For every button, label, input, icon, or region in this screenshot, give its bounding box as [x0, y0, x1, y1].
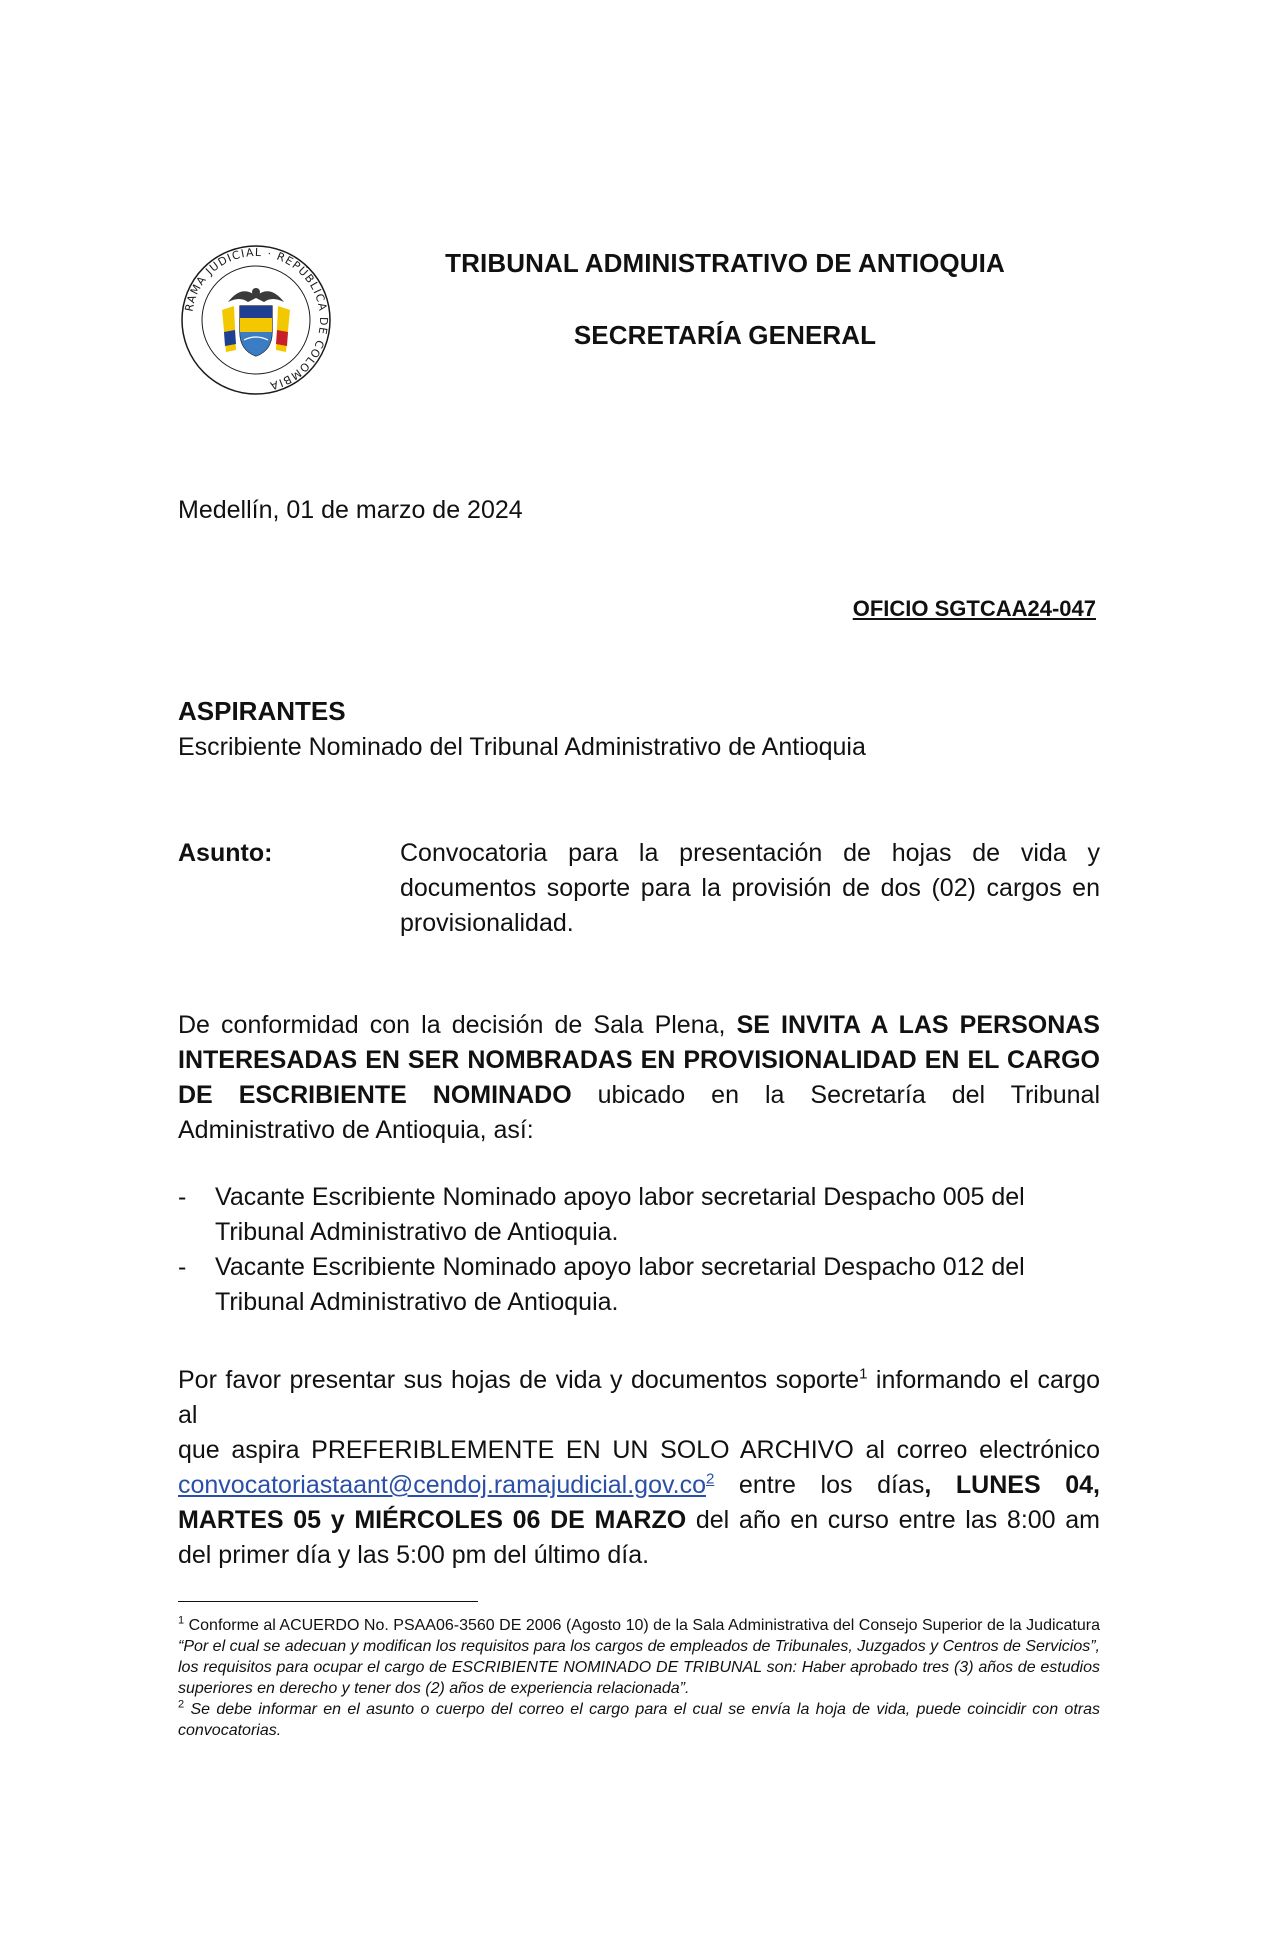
seal-ring-text: RAMA JUDICIAL · REPÚBLICA DE COLOMBIA [182, 245, 331, 393]
vacancy-list [178, 1180, 1100, 1320]
footnote-ref-2: 2 [705, 1470, 715, 1488]
subject-text: Convocatoria para la presentación de hojas de vida y documentos soporte para la provisión de dos (02) cargos en provisionalidad. [400, 839, 1100, 937]
instructions-line1a: Por favor presentar sus hojas de vida y documentos soporte [178, 1366, 860, 1394]
invitation-rest: ubicado en la Secretaría del Tribunal Administrativo de Antioquia, así: [178, 1081, 1100, 1144]
footnotes [178, 1615, 1100, 1741]
footnote-1-plain: Conforme al ACUERDO No. PSAA06-3560 DE 2006 (Agosto 10) de la Sala Administrativa del Consejo Superior de la Judicatura [184, 1617, 1100, 1634]
invitation-intro: De conformidad con la decisión de Sala Plena, [178, 1011, 737, 1039]
instructions-line3b: entre los días [714, 1471, 925, 1499]
date-line: Medellín, 01 de marzo de 2024 [178, 496, 523, 524]
footnote-divider [178, 1601, 478, 1602]
footnote-2-italic: Se debe informar en el asunto o cuerpo del correo el cargo para el cual se envía la hoja de vida, puede coincidir con otras convocatorias. [178, 1701, 1100, 1739]
invitation-paragraph [178, 1008, 1100, 1148]
subject-label: Asunto: [178, 839, 273, 867]
instructions-line1b: informando el cargo al [178, 1366, 1101, 1429]
footnote-1 [178, 1615, 1100, 1699]
list-item [178, 1180, 1100, 1250]
institution-title: TRIBUNAL ADMINISTRATIVO DE ANTIOQUIA [445, 248, 1005, 278]
instructions-dates-bold: MARTES 05 y MIÉRCOLES 06 DE MARZO [178, 1506, 687, 1534]
footnote-1-number: 1 [178, 1614, 185, 1627]
rama-judicial-seal-logo [176, 240, 336, 400]
department-title: SECRETARÍA GENERAL [573, 320, 877, 350]
recipient-subheading: Escribiente Nominado del Tribunal Administrativo de Antioquia [178, 733, 866, 761]
instructions-line5: del primer día y las 5:00 pm del último día. [178, 1541, 650, 1569]
instructions-line2: que aspira PREFERIBLEMENTE EN UN SOLO ARCHIVO al correo electrónico [178, 1436, 1100, 1464]
footnote-1-italic: “Por el cual se adecuan y modifican los requisitos para los cargos de empleados de Tribunales, Juzgados y Centros de Servicios”, los requisitos para ocupar el cargo de ESCRIBIENTE NOMINADO DE TRIBUNAL son: Haber aprobado tres (3) años de estudios superiores en derecho y tener dos (2) años de experiencia relacionada”. [178, 1638, 1100, 1697]
instructions-line4-rest: del año en curso entre las 8:00 am [686, 1506, 1100, 1534]
invitation-bold: SE INVITA A LAS PERSONAS INTERESADAS EN SER NOMBRADAS EN PROVISIONALIDAD EN EL CARGO DE ESCRIBIENTE NOMINADO [178, 1011, 1100, 1109]
footnote-2 [178, 1699, 1100, 1741]
footnote-2-number: 2 [178, 1698, 185, 1711]
bullet-marker: - [178, 1183, 187, 1211]
bullet-marker: - [178, 1253, 187, 1281]
list-item [178, 1250, 1100, 1320]
recipient-heading: ASPIRANTES [178, 696, 346, 726]
vacancy-text: Vacante Escribiente Nominado apoyo labor secretarial Despacho 005 del Tribunal Administrativo de Antioquia. [215, 1183, 1025, 1246]
oficio-number: OFICIO SGTCAA24-047 [852, 596, 1096, 621]
footnote-ref-1: 1 [859, 1365, 868, 1383]
instructions-line3-bold: , LUNES 04, [924, 1471, 1101, 1499]
vacancy-text: Vacante Escribiente Nominado apoyo labor secretarial Despacho 012 del Tribunal Administrativo de Antioquia. [215, 1253, 1025, 1316]
email-link[interactable]: convocatoriastaant@cendoj.ramajudicial.gov.co [178, 1471, 706, 1499]
instructions-paragraph [178, 1363, 1100, 1573]
